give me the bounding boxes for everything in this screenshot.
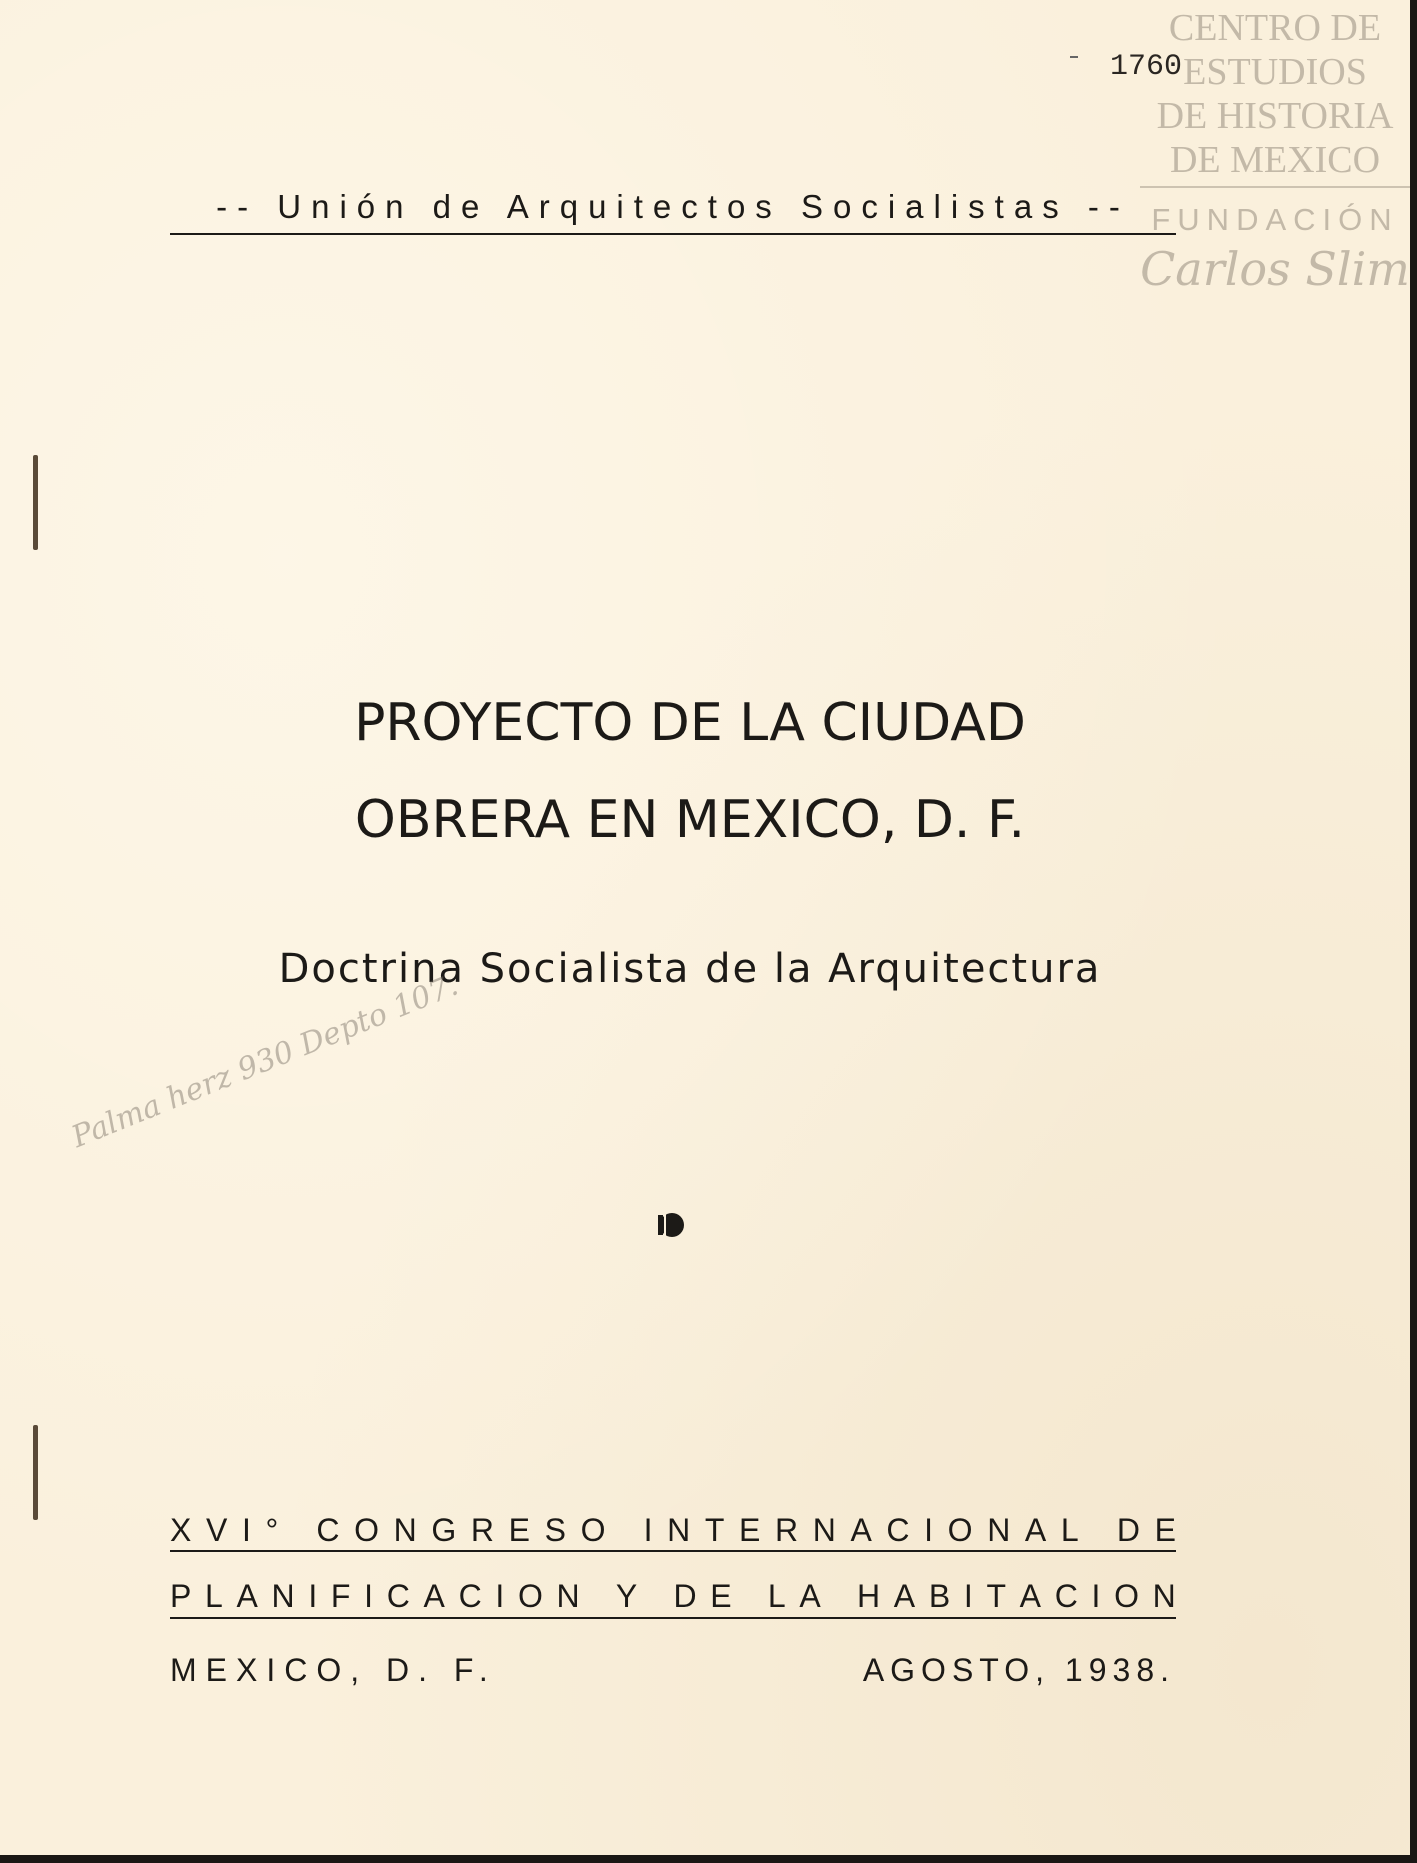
congress-letter: F <box>330 1578 351 1614</box>
title-line-2: OBRERA EN MEXICO, D. F. <box>354 790 1026 850</box>
organization-rule <box>170 233 1176 235</box>
congress-line-2 <box>170 1578 1176 1615</box>
stamp-foundation: FUNDACIÓN <box>1151 202 1399 237</box>
congress-letter: O <box>947 1512 973 1548</box>
congress-letter: D <box>673 1578 697 1614</box>
congress-letter: N <box>271 1578 295 1614</box>
congress-letter: I <box>364 1578 374 1614</box>
congress-letter: C <box>458 1578 482 1614</box>
congress-letter: I <box>963 1578 973 1614</box>
publication-place: MEXICO, D. F. <box>170 1652 497 1688</box>
catalog-dash <box>1070 56 1078 58</box>
congress-letter: O <box>517 1578 543 1614</box>
ornament-icon <box>655 1210 687 1240</box>
congress-letter: N <box>393 1512 417 1548</box>
congress-letter: C <box>386 1578 410 1614</box>
congress-letter: A <box>1019 1578 1042 1614</box>
congress-letter: O <box>580 1512 606 1548</box>
congress-letter: C <box>886 1512 910 1548</box>
congress-letter: I <box>924 1512 934 1548</box>
congress-letter: N <box>556 1578 580 1614</box>
congress-letter: A <box>1024 1512 1047 1548</box>
congress-letter <box>593 1578 602 1615</box>
subtitle: Doctrina Socialista de la Arquitectura <box>278 946 1102 992</box>
congress-letter <box>745 1578 754 1615</box>
congress-letter: A <box>850 1512 872 1548</box>
congress-letter: L <box>1060 1512 1079 1548</box>
congress-letter: E <box>739 1512 761 1548</box>
organization-name: -- Unión de Arquitectos Socialistas -- <box>216 188 1130 225</box>
congress-letter: E <box>710 1578 732 1614</box>
congress-letter: S <box>544 1512 566 1548</box>
congress-rule-1 <box>170 1550 1176 1552</box>
congress-letter <box>293 1512 302 1549</box>
congress-letter: C <box>1054 1578 1078 1614</box>
stamp-line-1: CENTRO DE <box>1168 7 1382 49</box>
congress-letter <box>834 1578 843 1615</box>
congress-letter: A <box>893 1578 916 1614</box>
congress-letter: C <box>316 1512 340 1548</box>
stamp-line-2: ESTUDIOS <box>1183 51 1367 93</box>
stamp-line-3: DE HISTORIA <box>1156 95 1394 137</box>
congress-letter: L <box>205 1578 223 1614</box>
congress-letter: P <box>170 1578 192 1614</box>
title-line-1: PROYECTO DE LA CIUDAD <box>354 693 1026 753</box>
stamp-rule <box>1140 186 1410 188</box>
congress-letter <box>1093 1512 1102 1549</box>
congress-letter: R <box>470 1512 494 1548</box>
staple-bottom <box>33 1425 38 1520</box>
congress-letter: R <box>774 1512 799 1548</box>
publication-date: AGOSTO, 1938. <box>862 1652 1175 1688</box>
congress-letter: I <box>241 1512 251 1548</box>
congress-letter: V <box>205 1512 228 1548</box>
congress-letter: T <box>704 1512 725 1548</box>
congress-letter: T <box>986 1578 1006 1614</box>
congress-letter: N <box>1152 1578 1176 1614</box>
congress-letter: N <box>667 1512 691 1548</box>
congress-letter: I <box>643 1512 653 1548</box>
congress-letter: D <box>1116 1512 1140 1548</box>
congress-letter: N <box>812 1512 836 1548</box>
congress-letter: Y <box>615 1578 638 1614</box>
catalog-number: 1760 <box>1110 50 1183 84</box>
congress-letter: X <box>170 1512 192 1548</box>
congress-letter: I <box>308 1578 318 1614</box>
congress-letter: E <box>1154 1512 1176 1548</box>
congress-letter: H <box>857 1578 881 1614</box>
congress-letter <box>620 1512 629 1549</box>
congress-letter: L <box>767 1578 786 1614</box>
congress-letter <box>651 1578 660 1615</box>
staple-top <box>33 455 38 550</box>
stamp-signature: Carlos Slim <box>1140 242 1410 296</box>
congress-letter: ° <box>265 1512 279 1548</box>
stamp-line-4: DE MEXICO <box>1169 139 1381 181</box>
congress-letter: A <box>236 1578 258 1614</box>
main-title <box>200 675 1180 869</box>
congress-letter: N <box>987 1512 1011 1548</box>
congress-letter: E <box>508 1512 530 1548</box>
congress-line-1 <box>170 1512 1176 1549</box>
congress-letter: A <box>799 1578 821 1614</box>
pencil-annotation: Palma herz 930 Depto 107. <box>66 967 464 1155</box>
congress-letter: I <box>495 1578 505 1614</box>
congress-letter: O <box>354 1512 380 1548</box>
congress-letter: G <box>431 1512 457 1548</box>
congress-letter: I <box>1091 1578 1101 1614</box>
congress-letter: O <box>1114 1578 1139 1614</box>
congress-letter: B <box>928 1578 951 1614</box>
congress-letter: A <box>423 1578 445 1614</box>
congress-rule-2 <box>170 1617 1176 1619</box>
